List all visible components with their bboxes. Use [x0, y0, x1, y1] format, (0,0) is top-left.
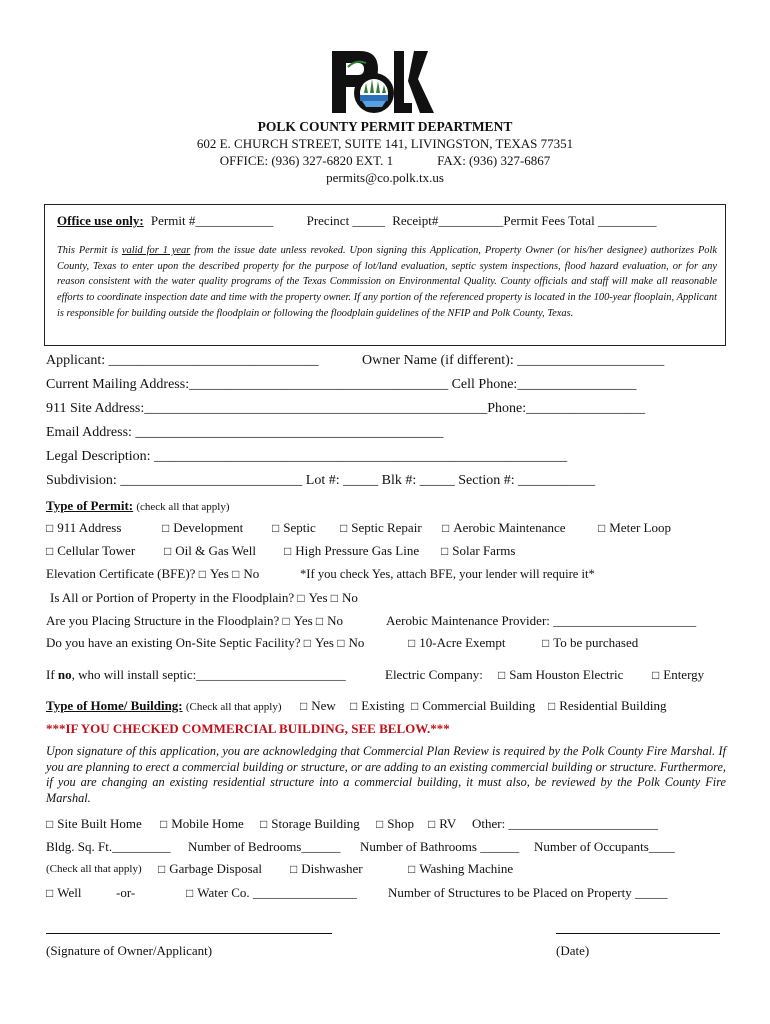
commercial-review-paragraph: Upon signature of this application, you are acknowledging that Commercial Plan Review is required by the Polk County Fire Marshal. If you are planning to erect a commercial building or structure, or are adding to an existing commercial building or structure. Furthermore, if you are changing an existing residential structure into a commercial building, it must also, be reviewed by the Polk County Fire Marshal.	[46, 744, 726, 805]
structures-count-field[interactable]: Number of Structures to be Placed on Property _____	[388, 885, 668, 900]
permit-type-cellular[interactable]: □ Cellular Tower	[46, 543, 136, 558]
water-company-field[interactable]: □ Water Co. ________________	[186, 885, 357, 900]
receipt-field[interactable]: Receipt#__________	[392, 213, 504, 228]
mailing-address-field[interactable]: Current Mailing Address:_____________________________________ Cell Phone:_________________	[46, 377, 637, 392]
building-shop[interactable]: □ Shop	[376, 816, 414, 831]
electric-company-label: Electric Company:	[385, 667, 483, 682]
entergy-checkbox[interactable]: □ Entergy	[652, 667, 705, 682]
well-checkbox[interactable]: □ Well	[46, 885, 82, 900]
permit-type-gas-line[interactable]: □ High Pressure Gas Line	[284, 543, 420, 558]
office-phone: OFFICE: (936) 327-6820 EXT. 1	[219, 153, 394, 168]
permit-type-septic-repair[interactable]: □ Septic Repair	[340, 520, 422, 535]
fax-number: FAX: (936) 327-6867	[437, 153, 551, 168]
placing-question: Are you Placing Structure in the Floodplain? □ Yes □ No	[46, 613, 344, 628]
elevation-yes-checkbox[interactable]: □ Yes	[198, 566, 229, 581]
existing-septic-yes-checkbox[interactable]: □ Yes	[303, 635, 334, 650]
septic-installer-field[interactable]: If no, who will install septic:_______________________	[46, 667, 346, 682]
building-rv[interactable]: □ RV	[428, 816, 457, 831]
office-use-line: Office use only: Permit #____________ Precinct _____ Receipt#__________Permit Fees Total _________	[57, 213, 657, 228]
home-type-new[interactable]: □ New	[300, 698, 336, 713]
dishwasher-checkbox[interactable]: □ Dishwasher	[290, 861, 363, 876]
or-label: -or-	[116, 885, 136, 900]
department-address: 602 E. CHURCH STREET, SUITE 141, LIVINGSTON, TEXAS 77351	[196, 136, 574, 151]
commercial-warning: ***IF YOU CHECKED COMMERCIAL BUILDING, SEE BELOW.***	[46, 721, 450, 736]
site-address-field[interactable]: 911 Site Address:_________________________________________________Phone:_________________	[46, 401, 646, 416]
occupants-field[interactable]: Number of Occupants____	[534, 839, 675, 854]
appliance-check-note: (Check all that apply)	[46, 863, 142, 875]
email-field[interactable]: Email Address: ____________________________________________	[46, 425, 444, 440]
date-signature-line[interactable]	[556, 933, 720, 934]
owner-signature-line[interactable]	[46, 933, 332, 934]
floodplain-yes-checkbox[interactable]: □ Yes	[297, 590, 328, 605]
home-type-residential[interactable]: □ Residential Building	[548, 698, 667, 713]
applicant-field[interactable]: Applicant: ______________________________	[46, 353, 319, 368]
department-title: POLK COUNTY PERMIT DEPARTMENT	[257, 119, 513, 134]
home-type-commercial[interactable]: □ Commercial Building	[411, 698, 536, 713]
permit-type-oil-gas[interactable]: □ Oil & Gas Well	[164, 543, 256, 558]
building-storage[interactable]: □ Storage Building	[260, 816, 360, 831]
square-feet-field[interactable]: Bldg. Sq. Ft._________	[46, 839, 171, 854]
elevation-note: *If you check Yes, attach BFE, your lender will require it*	[300, 567, 595, 581]
home-type-heading: Type of Home/ Building: (Check all that apply)	[46, 698, 282, 713]
permit-type-911[interactable]: □ 911 Address	[46, 520, 122, 535]
existing-septic-no-checkbox[interactable]: □ No	[337, 635, 365, 650]
permit-fees-field[interactable]: Permit Fees Total _________	[503, 213, 657, 228]
placing-yes-checkbox[interactable]: □ Yes	[282, 613, 313, 628]
home-type-existing[interactable]: □ Existing	[350, 698, 405, 713]
permit-type-meter-loop[interactable]: □ Meter Loop	[598, 520, 671, 535]
floodplain-question: Is All or Portion of Property in the Floodplain? □ Yes □ No	[50, 590, 358, 605]
bathrooms-field[interactable]: Number of Bathrooms ______	[360, 839, 520, 854]
permit-type-solar[interactable]: □ Solar Farms	[441, 543, 516, 558]
precinct-field[interactable]: Precinct _____	[306, 213, 385, 228]
bedrooms-field[interactable]: Number of Bedrooms______	[188, 839, 341, 854]
existing-septic-question: Do you have an existing On-Site Septic Facility? □ Yes □ No	[46, 635, 365, 650]
elevation-no-checkbox[interactable]: □ No	[232, 566, 260, 581]
garbage-disposal-checkbox[interactable]: □ Garbage Disposal	[158, 861, 263, 876]
polk-county-logo	[330, 45, 442, 115]
to-be-purchased-checkbox[interactable]: □ To be purchased	[542, 635, 639, 650]
owner-name-field[interactable]: Owner Name (if different): _____________________	[362, 353, 665, 368]
office-fax-line	[0, 153, 770, 169]
permit-type-septic[interactable]: □ Septic	[272, 520, 316, 535]
ten-acre-exempt-checkbox[interactable]: □ 10-Acre Exempt	[408, 635, 506, 650]
permit-type-heading: Type of Permit: (check all that apply)	[46, 498, 230, 513]
elevation-question: Elevation Certificate (BFE)? □ Yes □ No	[46, 566, 260, 581]
floodplain-no-checkbox[interactable]: □ No	[330, 590, 358, 605]
building-site-built[interactable]: □ Site Built Home	[46, 816, 142, 831]
office-use-label: Office use only	[57, 213, 140, 228]
office-use-box	[44, 204, 726, 346]
department-email: permits@co.polk.tx.us	[326, 170, 444, 185]
washing-machine-checkbox[interactable]: □ Washing Machine	[408, 861, 514, 876]
building-other-field[interactable]: Other: _______________________	[472, 816, 658, 831]
aerobic-provider-field[interactable]: Aerobic Maintenance Provider: ______________________	[386, 613, 697, 628]
subdivision-field[interactable]: Subdivision: __________________________ Lot #: _____ Blk #: _____ Section #: ___________	[46, 473, 596, 488]
placing-no-checkbox[interactable]: □ No	[315, 613, 344, 628]
sam-houston-checkbox[interactable]: □ Sam Houston Electric	[498, 667, 624, 682]
permit-disclaimer: This Permit is valid for 1 year from the issue date unless revoked. Upon signing this Application, Property Owner (or his/her designee) authorizes Polk County, Texas to enter upon the described property for the purpose of lot/land evaluation, septic system inspections, flood hazard evaluation, or for any reason consistent with the water quality programs of the Texas Commission on Environmental Quality. County officials and staff will make all reasonable efforts to coordinate inspection date and time with the property owner. If any portion of the referenced property is located in the 100-year flooplain, Applicant is responsible for building outside the floodplain or following the floodplain guidelines of the NFIP and Polk County, Texas.	[57, 245, 717, 319]
owner-signature-label: (Signature of Owner/Applicant)	[46, 943, 213, 958]
legal-description-field[interactable]: Legal Description: ___________________________________________________________	[46, 449, 568, 464]
permit-number-field[interactable]: Permit #____________	[150, 213, 274, 228]
permit-type-development[interactable]: □ Development	[162, 520, 244, 535]
building-mobile-home[interactable]: □ Mobile Home	[160, 816, 244, 831]
date-label: (Date)	[556, 943, 590, 958]
permit-type-aerobic[interactable]: □ Aerobic Maintenance	[442, 520, 566, 535]
